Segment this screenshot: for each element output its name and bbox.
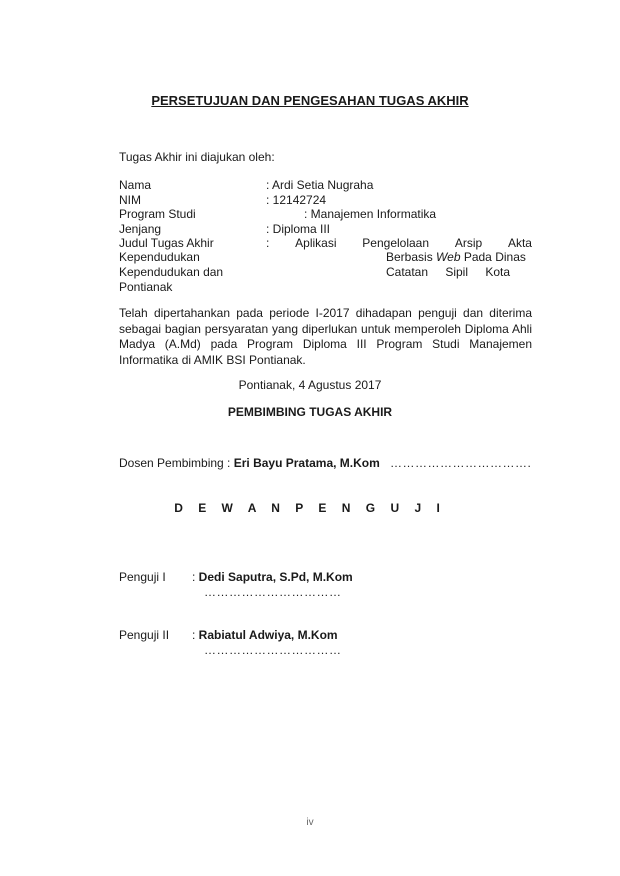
judul-word: Akta (507, 236, 532, 250)
judul-label-3: Kependudukan dan (119, 265, 224, 279)
penguji1-signature-line: …………………………… (204, 585, 342, 599)
judul-line-1 (266, 236, 532, 250)
prodi-label: Program Studi (119, 207, 196, 221)
nim-value: : 12142724 (266, 193, 327, 207)
penguji2-name: Rabiatul Adwiya, M.Kom (198, 628, 338, 642)
jenjang-label: Jenjang (119, 222, 162, 236)
penguji1-line (192, 570, 353, 584)
dosen-label: Dosen Pembimbing : (119, 456, 234, 470)
penguji2-signature-line: …………………………… (204, 643, 342, 657)
judul-word: Sipil (445, 265, 469, 279)
page-title: PERSETUJUAN DAN PENGESAHAN TUGAS AKHIR (151, 93, 469, 108)
judul-text: Pada Dinas (460, 250, 526, 264)
pembimbing-heading: PEMBIMBING TUGAS AKHIR (227, 405, 393, 419)
intro-text: Tugas Akhir ini diajukan oleh: (119, 150, 275, 164)
nama-value: : Ardi Setia Nugraha (266, 178, 374, 192)
judul-label-1: Judul Tugas Akhir (119, 236, 214, 250)
dewan-heading: D E W A N P E N G U J I (174, 501, 446, 515)
judul-label-4: Pontianak (119, 280, 173, 294)
judul-word: Kota (485, 265, 510, 279)
prodi-value: : Manajemen Informatika (304, 207, 437, 221)
dosen-signature-line: ……………………………. (390, 456, 532, 470)
judul-line-2 (386, 250, 526, 264)
judul-word: Arsip (454, 236, 483, 250)
page-number: iv (306, 817, 314, 828)
judul-text: Berbasis (386, 250, 437, 264)
judul-colon: : (266, 236, 270, 250)
place-date: Pontianak, 4 Agustus 2017 (238, 378, 382, 392)
judul-word: Catatan (386, 265, 429, 279)
penguji1-colon: : (192, 570, 199, 584)
approval-paragraph: Telah dipertahankan pada periode I-2017 dihadapan penguji dan diterima sebagai bagian persyaratan yang diperlukan untuk memperoleh Diploma Ahli Madya (A.Md) pada Program Diploma III Program Studi Manajemen Informatika di AMIK BSI Pontianak. (119, 306, 532, 367)
judul-label-2: Kependudukan (119, 250, 200, 264)
judul-line-3 (386, 265, 510, 279)
penguji1-label: Penguji I (119, 570, 166, 584)
dosen-line (119, 456, 380, 470)
nim-label: NIM (119, 193, 141, 207)
nama-label: Nama (119, 178, 152, 192)
judul-word: Aplikasi (295, 236, 337, 250)
jenjang-value: : Diploma III (266, 222, 331, 236)
penguji1-name: Dedi Saputra, S.Pd, M.Kom (198, 570, 353, 584)
penguji2-label: Penguji II (119, 628, 170, 642)
judul-word: Pengelolaan (362, 236, 430, 250)
judul-web: Web (436, 250, 461, 264)
penguji2-colon: : (192, 628, 199, 642)
dosen-name: Eri Bayu Pratama, M.Kom (233, 456, 380, 470)
penguji2-line (192, 628, 338, 642)
